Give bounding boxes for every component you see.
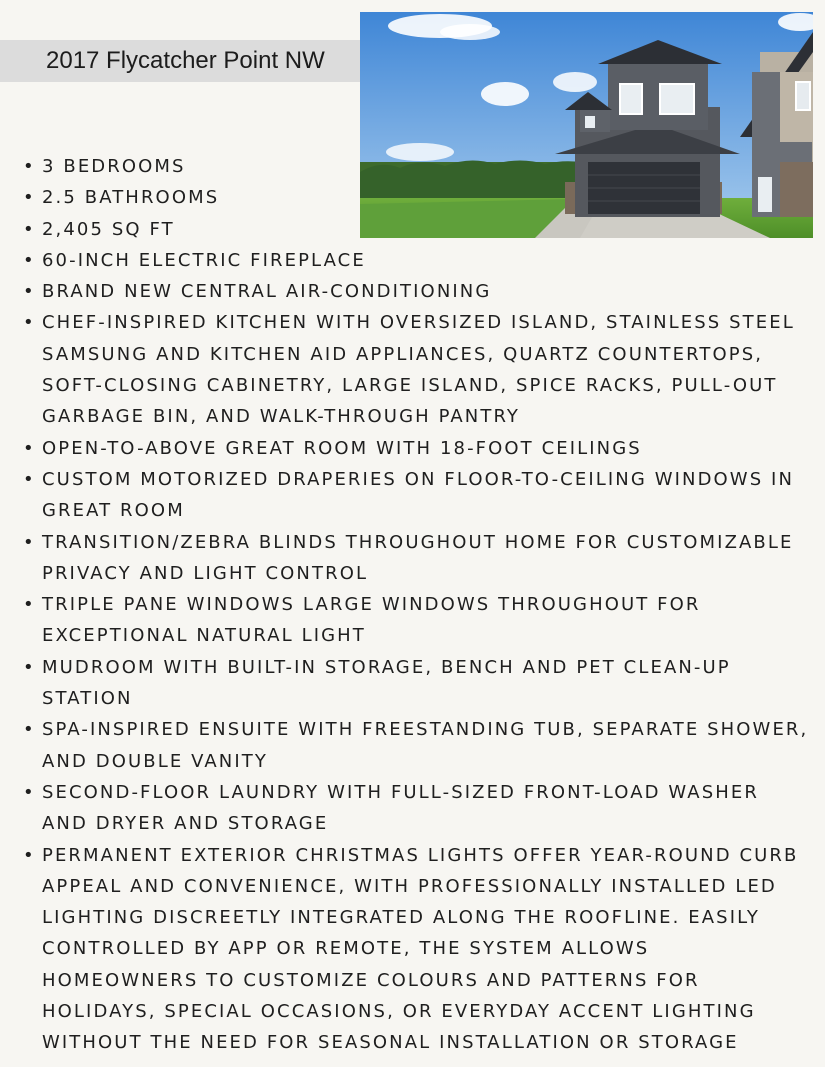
feature-laundry [20, 777, 810, 840]
feature-mudroom [20, 652, 810, 715]
bullet-icon: • [23, 531, 36, 553]
feature-text: CUSTOM MOTORIZED DRAPERIES ON FLOOR-TO-CEILING WINDOWS IN GREAT ROOM [42, 468, 795, 522]
feature-bathrooms [20, 182, 810, 213]
bullet-icon: • [23, 281, 36, 303]
feature-great-room [20, 433, 810, 464]
bullet-icon: • [23, 312, 36, 334]
feature-text: SPA-INSPIRED ENSUITE WITH FREESTANDING TUB, SEPARATE SHOWER, AND DOUBLE VANITY [42, 719, 809, 772]
feature-text: CHEF-INSPIRED KITCHEN WITH OVERSIZED ISLAND, STAINLESS STEEL SAMSUNG AND KITCHEN AID APPLIANCES, QUARTZ COUNTERTOPS, SOFT-CLOSING CABINETRY, LARGE ISLAND, SPICE RACKS, PULL-OUT GARBAGE BIN, AND WALK-THROUGH PANTRY [42, 312, 795, 428]
bullet-icon: • [23, 719, 36, 741]
bullet-icon: • [23, 844, 36, 866]
feature-ensuite [20, 714, 810, 777]
feature-text: BRAND NEW CENTRAL AIR-CONDITIONING [42, 281, 492, 303]
bullet-icon: • [23, 437, 36, 459]
bullet-icon: • [23, 218, 36, 240]
feature-text: TRIPLE PANE WINDOWS LARGE WINDOWS THROUGHOUT FOR EXCEPTIONAL NATURAL LIGHT [42, 594, 701, 647]
feature-blinds [20, 527, 810, 590]
feature-kitchen [20, 307, 810, 432]
bullet-icon: • [23, 156, 36, 177]
bullet-icon: • [23, 656, 36, 678]
feature-list [20, 151, 810, 1059]
property-address-title: 2017 Flycatcher Point NW [46, 47, 325, 74]
bullet-icon: • [23, 468, 36, 490]
feature-text: OPEN-TO-ABOVE GREAT ROOM WITH 18-FOOT CEILINGS [42, 437, 642, 459]
feature-air-conditioning [20, 276, 810, 307]
feature-text: MUDROOM WITH BUILT-IN STORAGE, BENCH AND PET CLEAN-UP STATION [42, 656, 731, 710]
feature-text: PERMANENT EXTERIOR CHRISTMAS LIGHTS OFFER YEAR-ROUND CURB APPEAL AND CONVENIENCE, WITH PROFESSIONALLY INSTALLED LED LIGHTING DISCREETLY INTEGRATED ALONG THE ROOFLINE. EASILY CONTROLLED BY APP OR REMOTE, THE SYSTEM ALLOWS HOMEOWNERS TO CUSTOMIZE COLOURS AND PATTERNS FOR HOLIDAYS, SPECIAL OCCASIONS, OR EVERYDAY ACCENT LIGHTING WITHOUT THE NEED FOR SEASONAL INSTALLATION OR STORAGE [42, 844, 799, 1054]
feature-square-footage [20, 214, 810, 245]
bullet-icon: • [23, 594, 36, 616]
feature-windows [20, 589, 810, 652]
feature-text: 2.5 BATHROOMS [42, 187, 220, 209]
bullet-icon: • [23, 187, 36, 209]
bullet-icon: • [23, 249, 36, 271]
feature-bedrooms [20, 151, 810, 182]
feature-text: 3 BEDROOMS [42, 156, 186, 177]
feature-draperies [20, 464, 810, 527]
feature-christmas-lights [20, 840, 810, 1059]
feature-fireplace [20, 245, 810, 276]
feature-text: TRANSITION/ZEBRA BLINDS THROUGHOUT HOME FOR CUSTOMIZABLE PRIVACY AND LIGHT CONTROL [42, 531, 794, 584]
feature-text: 2,405 SQ FT [42, 218, 175, 240]
bullet-icon: • [23, 781, 36, 803]
feature-text: 60-INCH ELECTRIC FIREPLACE [42, 249, 366, 271]
feature-text: SECOND-FLOOR LAUNDRY WITH FULL-SIZED FRONT-LOAD WASHER AND DRYER AND STORAGE [42, 781, 759, 835]
title-banner [0, 40, 400, 82]
